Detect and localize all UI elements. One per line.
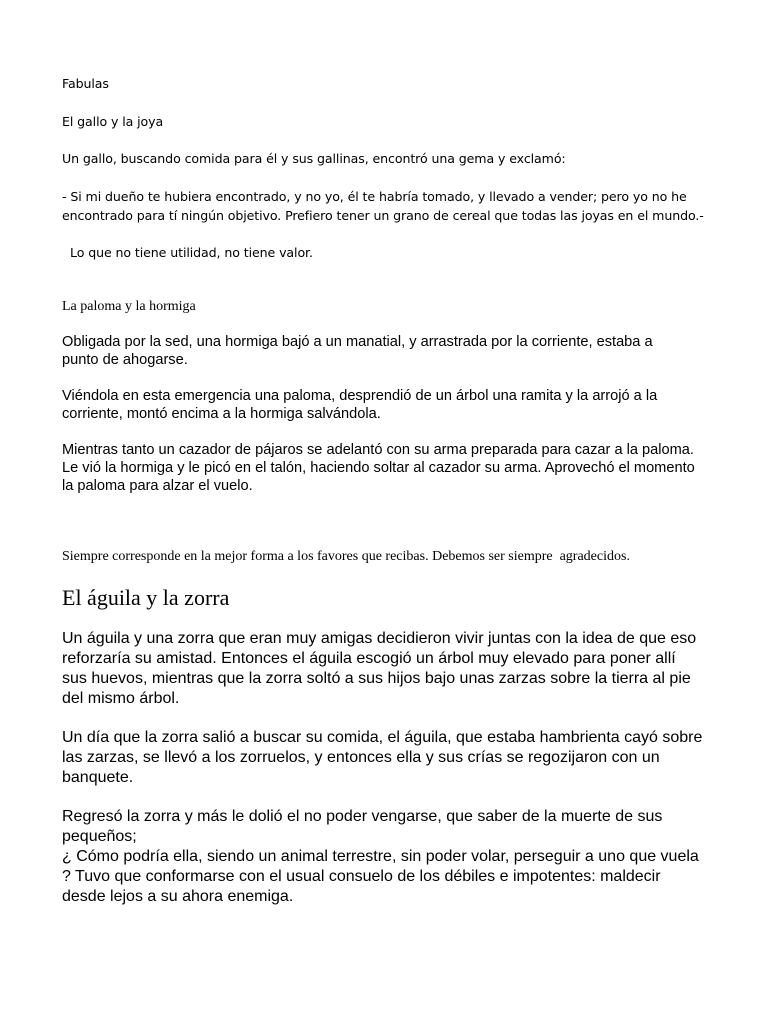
document-title: Fabulas bbox=[62, 76, 109, 91]
fable3-paragraph-4: ¿ Cómo podría ella, siendo un animal terrestre, sin poder volar, perseguir a uno que vuela ? Tuvo que conformarse con el usual consuelo de los débiles e impotentes: maldecir desde lejos a su ahora enemiga. bbox=[62, 848, 699, 905]
fable3-paragraph-3: Regresó la zorra y más le dolió el no poder vengarse, que saber de la muerte de sus pequeños; bbox=[62, 808, 663, 845]
fable1-intro: Un gallo, buscando comida para él y sus gallinas, encontró una gema y exclamó: bbox=[62, 151, 566, 166]
fable3-paragraph-1: Un águila y una zorra que eran muy amigas decidieron vivir juntas con la idea de que eso reforzaría su amistad. Entonces el águila escogió un árbol muy elevado para poner allí sus huevos, mientras que la zorra soltó a sus hijos bajo unas zarzas sobre la tierra al pie del mismo árbol. bbox=[62, 630, 697, 707]
fable1-speech-line1: - Si mi dueño te hubiera encontrado, y no yo, él te habría tomado, y llevado a vender; pero yo no he bbox=[62, 189, 687, 204]
fable2-moral: Siempre corresponde en la mejor forma a los favores que recibas. Debemos ser siempre agradecidos. bbox=[62, 549, 630, 564]
fable3-paragraph-2: Un día que la zorra salió a buscar su comida, el águila, que estaba hambrienta cayó sobre las zarzas, se llevó a los zorruelos, y entonces ella y sus crías se regozijaron con un banquete. bbox=[62, 729, 703, 786]
fable3-title: El águila y la zorra bbox=[62, 585, 230, 610]
fable2-title: La paloma y la hormiga bbox=[62, 299, 196, 314]
fable2-paragraph-1: Obligada por la sed, una hormiga bajó a un manatial, y arrastrada por la corriente, estaba a punto de ahogarse. bbox=[62, 334, 653, 368]
fable1-title: El gallo y la joya bbox=[62, 114, 164, 129]
fable1-moral: Lo que no tiene utilidad, no tiene valor. bbox=[70, 245, 313, 260]
fable2-paragraph-2: Viéndola en esta emergencia una paloma, desprendió de un árbol una ramita y la arrojó a la corriente, montó encima a la hormiga salvándola. bbox=[62, 388, 658, 422]
fable2-paragraph-3: Mientras tanto un cazador de pájaros se adelantó con su arma preparada para cazar a la paloma. Le vió la hormiga y le picó en el talón, haciendo soltar al cazador su arma. Aprovechó el momento la paloma para alzar el vuelo. bbox=[62, 442, 695, 494]
fable1-speech-line2: encontrado para tí ningún objetivo. Prefiero tener un grano de cereal que todas las joyas en el mundo.- bbox=[62, 208, 704, 223]
